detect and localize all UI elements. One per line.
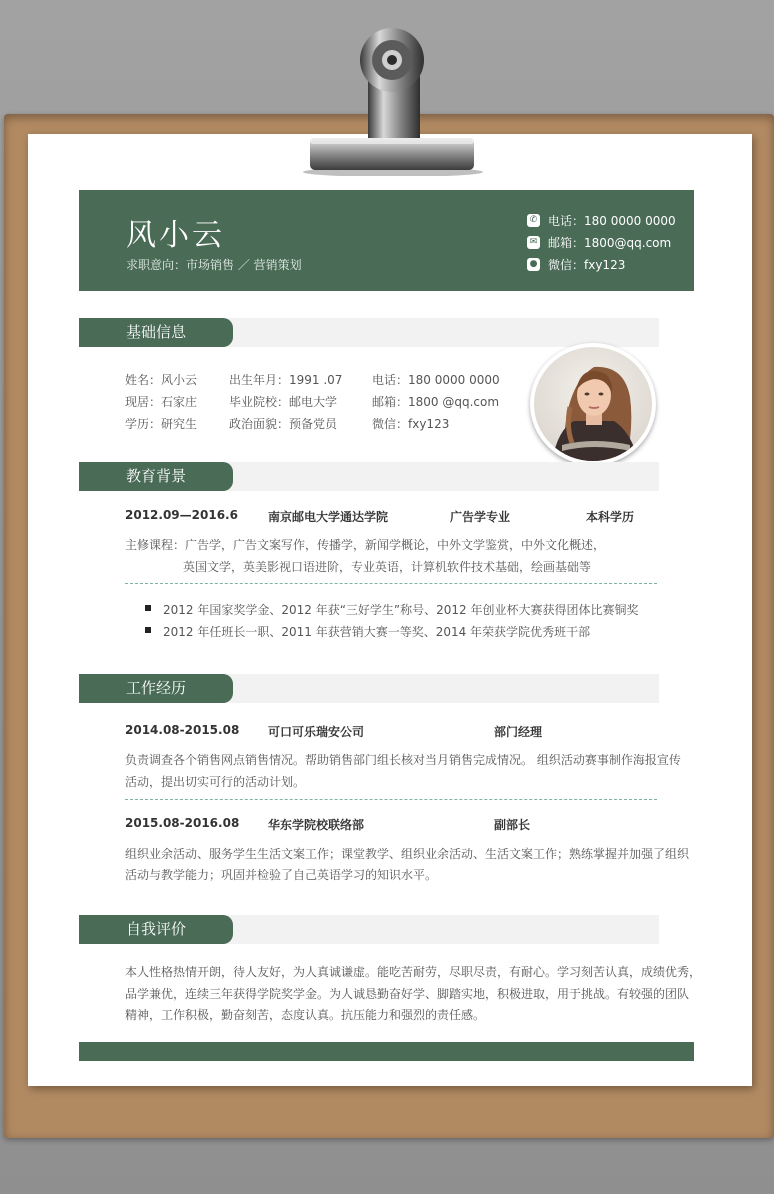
- info-birth: 出生年月：1991 .07: [229, 373, 343, 387]
- info-school: 毕业院校：邮电大学: [229, 395, 338, 409]
- bullet-icon: [145, 605, 151, 611]
- section-education: [79, 462, 659, 491]
- edu-degree: 本科学历: [586, 510, 635, 524]
- footer-bar: [79, 1042, 694, 1061]
- self-evaluation-text: 本人性格热情开朗，待人友好，为人真诚谦虚。能吃苦耐劳，尽职尽责，有耐心。学习刻苦认真，成绩优秀，: [125, 965, 702, 979]
- self-evaluation-text: 品学兼优，连续三年获得学院奖学金。为人诚恳勤奋好学、脚踏实地，积极进取，用于挑战。有较强的团队: [125, 987, 690, 1001]
- section-self: [79, 915, 659, 944]
- info-phone: 电话：180 0000 0000: [372, 373, 500, 387]
- edu-courses-cont: 英国文学，英美影视口语进阶，专业英语，计算机软件技术基础，绘画基础等: [183, 560, 592, 574]
- phone-icon: ✆: [527, 214, 540, 227]
- info-education: 学历：研究生: [125, 417, 198, 431]
- job-intent: 求职意向：市场销售 ／ 营销策划: [126, 258, 302, 272]
- job-desc-cont: 活动与教学能力；巩固并检验了自己英语学习的知识水平。: [125, 868, 438, 882]
- bullet-icon: [145, 627, 151, 633]
- header-wechat: ● 微信：fxy123: [527, 256, 625, 273]
- section-title: 自我评价: [79, 915, 233, 944]
- edu-period: 2012.09—2016.6: [125, 508, 238, 522]
- info-name: 姓名：风小云: [125, 373, 198, 387]
- edu-courses: 主修课程：广告学，广告文案写作，传播学，新闻学概论，中外文学鉴赏，中外文化概述，: [125, 538, 606, 552]
- job-desc-cont: 活动，提出切实可行的活动计划。: [125, 775, 306, 789]
- mail-icon: ✉: [527, 236, 540, 249]
- award-item: 2012 年任班长一职、2011 年获营销大赛一等奖、2014 年荣获学院优秀班干部: [163, 625, 591, 639]
- resume-header: [79, 190, 694, 291]
- avatar: [530, 343, 656, 465]
- job-period: 2015.08-2016.08: [125, 816, 240, 830]
- section-work: [79, 674, 659, 703]
- self-evaluation-text: 精神，工作积极，勤奋刻苦，态度认真。抗压能力和强烈的责任感。: [125, 1008, 486, 1022]
- header-email: ✉ 邮箱：1800@qq.com: [527, 234, 671, 251]
- info-home: 现居：石家庄: [125, 395, 198, 409]
- info-email: 邮箱：1800 @qq.com: [372, 395, 500, 409]
- job-desc: 组织业余活动、服务学生生活文案工作；课堂教学、组织业余活动、生活文案工作；熟练掌握并加强了组织: [125, 847, 690, 861]
- section-basic: [79, 318, 659, 347]
- section-title: 工作经历: [79, 674, 233, 703]
- job-company: 华东学院校联络部: [268, 818, 365, 832]
- edu-major: 广告学专业: [450, 510, 511, 524]
- award-item: 2012 年国家奖学金、2012 年获“三好学生”称号、2012 年创业杯大赛获得团体比赛铜奖: [163, 603, 639, 617]
- portrait-photo: [534, 347, 652, 461]
- binder-clip: [298, 26, 488, 176]
- wechat-icon: ●: [527, 258, 540, 271]
- job-company: 可口可乐瑞安公司: [268, 725, 365, 739]
- divider: [125, 583, 657, 584]
- edu-school: 南京邮电大学通达学院: [268, 510, 389, 524]
- section-title: 教育背景: [79, 462, 233, 491]
- info-political: 政治面貌：预备党员: [229, 417, 338, 431]
- info-wechat: 微信：fxy123: [372, 417, 450, 431]
- candidate-name: 风小云: [126, 218, 225, 253]
- divider: [125, 799, 657, 800]
- header-phone: ✆ 电话：180 0000 0000: [527, 212, 676, 229]
- job-position: 部门经理: [494, 725, 543, 739]
- job-period: 2014.08-2015.08: [125, 723, 240, 737]
- job-desc: 负责调查各个销售网点销售情况。帮助销售部门组长核对当月销售完成情况。 组织活动赛事制作海报宣传: [125, 753, 681, 767]
- job-position: 副部长: [494, 818, 531, 832]
- section-title: 基础信息: [79, 318, 233, 347]
